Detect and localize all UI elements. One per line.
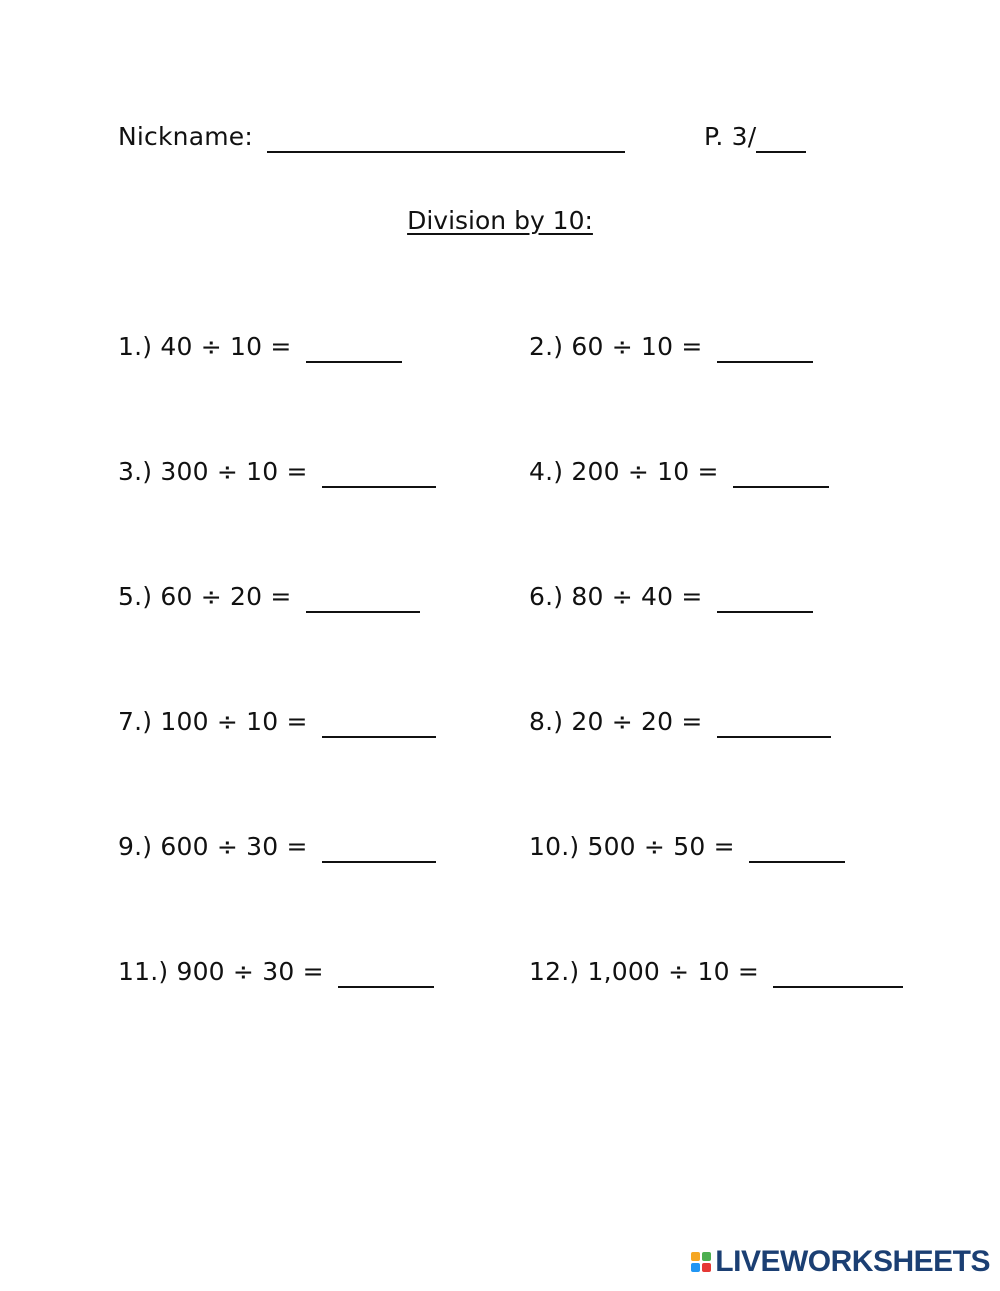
class-row — [704, 122, 806, 153]
problem-text: 2.) 60 ÷ 10 = — [529, 332, 703, 361]
problem-item — [529, 832, 845, 863]
problem-item — [529, 332, 813, 363]
problem-text: 4.) 200 ÷ 10 = — [529, 457, 719, 486]
answer-field[interactable] — [717, 712, 831, 738]
problem-text: 6.) 80 ÷ 40 = — [529, 582, 703, 611]
answer-field[interactable] — [306, 587, 420, 613]
problem-item — [118, 332, 402, 363]
worksheet-title: Division by 10: — [407, 206, 593, 235]
answer-field[interactable] — [749, 837, 845, 863]
nickname-label: Nickname: — [118, 122, 253, 151]
problem-text: 11.) 900 ÷ 30 = — [118, 957, 324, 986]
nickname-field[interactable] — [267, 127, 625, 153]
answer-field[interactable] — [773, 962, 903, 988]
problem-item — [529, 582, 813, 613]
liveworksheets-logo — [691, 1245, 990, 1279]
problem-text: 7.) 100 ÷ 10 = — [118, 707, 308, 736]
class-label: P. 3/ — [704, 122, 757, 151]
problem-item — [118, 457, 436, 488]
problem-item — [118, 832, 436, 863]
problem-item — [529, 457, 829, 488]
problem-text: 3.) 300 ÷ 10 = — [118, 457, 308, 486]
problem-text: 10.) 500 ÷ 50 = — [529, 832, 735, 861]
answer-field[interactable] — [733, 462, 829, 488]
class-number-field[interactable] — [756, 127, 806, 153]
problem-text: 8.) 20 ÷ 20 = — [529, 707, 703, 736]
answer-field[interactable] — [322, 837, 436, 863]
problem-text: 9.) 600 ÷ 30 = — [118, 832, 308, 861]
logo-text: LIVEWORKSHEETS — [715, 1245, 990, 1278]
answer-field[interactable] — [717, 587, 813, 613]
problem-text: 5.) 60 ÷ 20 = — [118, 582, 292, 611]
problem-item — [118, 707, 436, 738]
nickname-row — [118, 122, 625, 153]
answer-field[interactable] — [306, 337, 402, 363]
answer-field[interactable] — [338, 962, 434, 988]
answer-field[interactable] — [717, 337, 813, 363]
answer-field[interactable] — [322, 712, 436, 738]
liveworksheets-logo-icon — [691, 1252, 711, 1272]
answer-field[interactable] — [322, 462, 436, 488]
problem-item — [529, 707, 831, 738]
problem-text: 1.) 40 ÷ 10 = — [118, 332, 292, 361]
problem-item — [529, 957, 903, 988]
problem-text: 12.) 1,000 ÷ 10 = — [529, 957, 759, 986]
problem-item — [118, 957, 434, 988]
problem-item — [118, 582, 420, 613]
